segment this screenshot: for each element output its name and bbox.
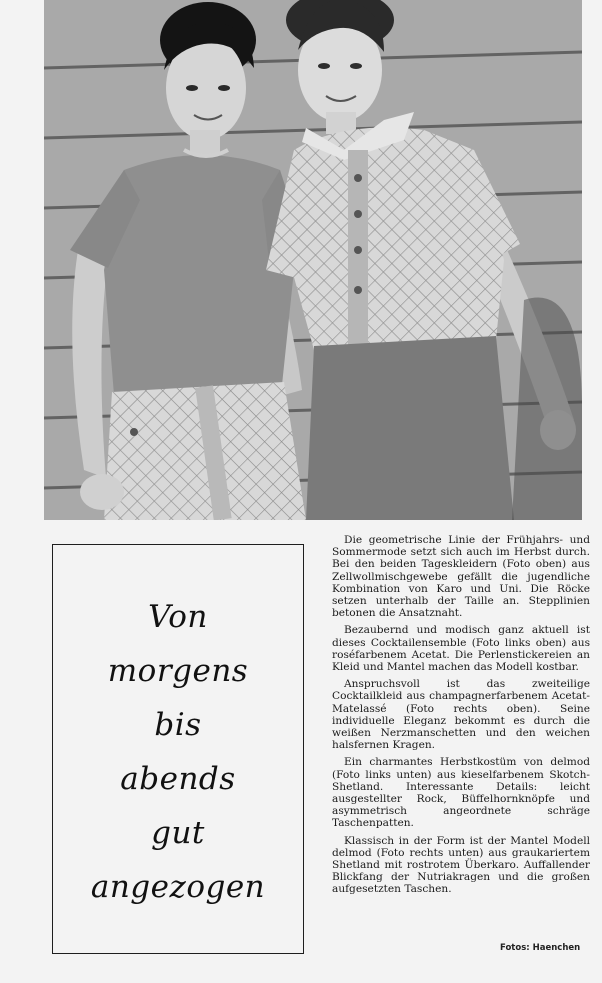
title-line-6: angezogen (90, 869, 266, 905)
fashion-photo (44, 0, 582, 520)
title-line-2: morgens (107, 653, 249, 689)
article-paragraph-2: Bezaubernd und modisch ganz aktuell ist dieses Cocktailensemble (Foto links oben) aus roséfarbenem Acetat. Die Perlenstickereien an Kleid und Mantel machen das Modell kostbar. (332, 624, 590, 674)
article-paragraph-5: Klassisch in der Form ist der Mantel Modell delmod (Foto rechts unten) aus graukariertem Shetland mit rostrotem Überkaro. Auffallender Blickfang der Nutriakragen und die großen aufgesetzten Taschen. (332, 834, 590, 896)
article-paragraph-4: Ein charmantes Herbstkostüm von delmod (Foto links unten) aus kieselfarbenem Skotch-Shetland. Interessante Details: leicht ausgestellter Rock, Büffelhornknöpfe und asymmetrisch angeordnete schräge Taschenpatten. (332, 756, 590, 830)
title-line-4: abends (120, 761, 236, 797)
title-line-5: gut (151, 815, 205, 851)
title-line-1: Von (148, 599, 208, 635)
article-paragraph-1: Die geometrische Linie der Frühjahrs- und Sommermode setzt sich auch im Herbst durch. Bei den beiden Tageskleidern (Foto oben) aus Zellwollmischgewebe gefällt die jugendliche Kombination von Karo und Uni. Die Röcke setzen unterhalb der Taille an. Stepplinien betonen die Ansatznaht. (332, 534, 590, 620)
article-text (332, 534, 590, 901)
two-women-fashion-photo-icon (44, 0, 582, 520)
article-paragraph-3: Anspruchsvoll ist das zweiteilige Cocktailkleid aus champagnerfarbenem Acetat-Matelassé (Foto rechts oben). Seine individuelle Eleganz bekommt es durch die weißen Nerzmanschetten und den weichen halsfernen Kragen. (332, 678, 590, 752)
title-line-3: bis (154, 707, 202, 743)
photo-credit: Fotos: Haenchen (500, 943, 581, 953)
title-box (52, 544, 304, 954)
